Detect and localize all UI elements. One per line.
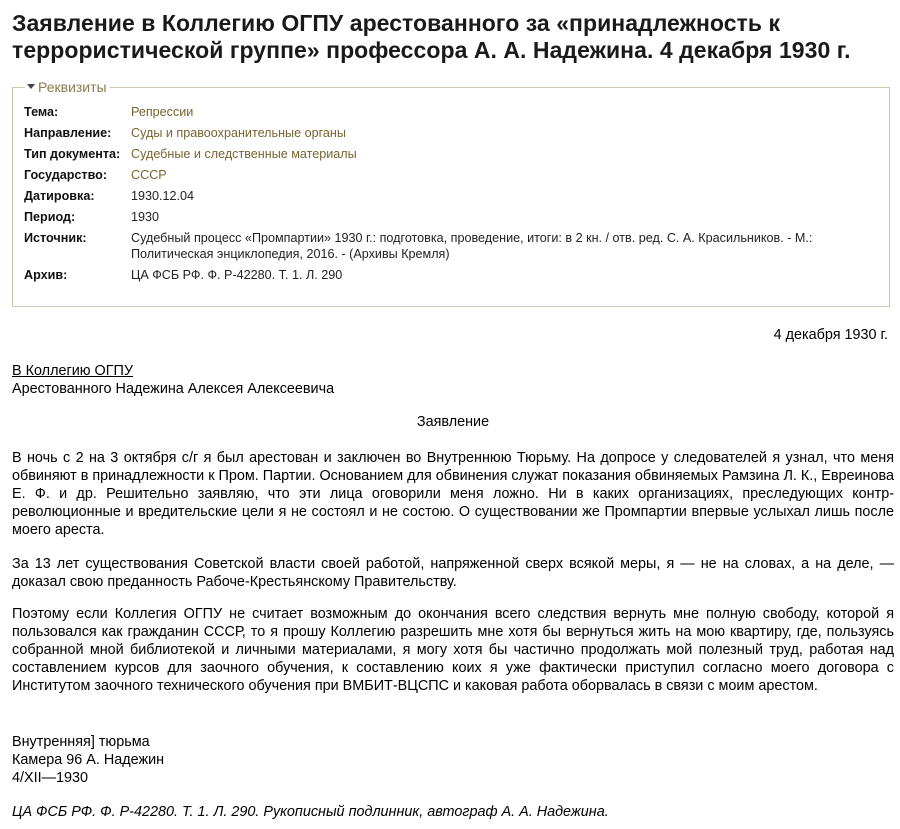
signature-line: 4/XII—1930 bbox=[12, 770, 89, 786]
details-legend-label: Реквизиты bbox=[38, 79, 107, 95]
details-row-date bbox=[24, 188, 871, 209]
details-value-link[interactable]: Суды и правоохранительные органы bbox=[131, 126, 346, 140]
details-row-source bbox=[24, 230, 871, 267]
details-value: 1930.12.04 bbox=[131, 189, 195, 203]
details-key: Тема: bbox=[24, 105, 59, 119]
details-value: Судебный процесс «Промпартии» 1930 г.: подготовка, проведение, итоги: в 2 кн. / отв. ред. С. А. Красильников. - М.: Политическая энциклопедия, 2016. - (Архивы Кремля) bbox=[131, 231, 813, 261]
paragraph: Поэтому если Коллегия ОГПУ не считает возможным до окончания всего следствия вернуть мне полную свободу, которой я пользовался как гражданин СССР, то я прошу Коллегию разрешить мне хотя бы вернуться жить на мою квартиру, где, пользуясь собранной мной библиотекой и личными материалами, я могу хотя бы частично продолжать мой полезный труд, работая над составлением курсов для заочного обучения, к составлению коих я уже фактически приступил согласно моего договора с Институтом заочного технического обучения при ВМБИТ-ВЦСПС и каковая работа оборвалась в связи с моим арестом. bbox=[12, 606, 894, 694]
details-toggle[interactable] bbox=[25, 79, 110, 95]
details-row-topic bbox=[24, 104, 871, 125]
source-note: ЦА ФСБ РФ. Ф. Р-42280. Т. 1. Л. 290. Рукописный подлинник, автограф А. А. Надежина. bbox=[12, 804, 609, 820]
signature-line: Внутренняя] тюрьма bbox=[12, 734, 150, 750]
signature-block bbox=[12, 733, 894, 787]
details-row-direction bbox=[24, 125, 871, 146]
details-key: Датировка: bbox=[24, 189, 95, 203]
details-value-link[interactable]: Судебные и следственные материалы bbox=[131, 147, 357, 161]
details-key: Государство: bbox=[24, 168, 108, 182]
addressee: В Коллегию ОГПУ bbox=[12, 363, 134, 379]
paragraph: За 13 лет существования Советской власти своей работой, напряженной сверх всякой меры, я — не на словах, а на деле, — доказал свою преданность Рабоче-Крестьянскому Правительству. bbox=[12, 556, 894, 590]
signature-line: Камера 96 А. Надежин bbox=[12, 752, 165, 768]
details-value: 1930 bbox=[131, 210, 160, 224]
page-title: Заявление в Коллегию ОГПУ арестованного за «принадлежность к террористической группе» профессора А. А. Надежина. 4 декабря 1930 г. bbox=[12, 10, 851, 63]
details-value-link[interactable]: СССР bbox=[131, 168, 167, 182]
sender: Арестованного Надежина Алексея Алексеевича bbox=[12, 381, 335, 397]
details-row-archive bbox=[24, 267, 871, 288]
document-heading: Заявление bbox=[416, 414, 490, 430]
details-key: Источник: bbox=[24, 231, 87, 245]
details-row-period bbox=[24, 209, 871, 230]
document-date: 4 декабря 1930 г. bbox=[773, 327, 888, 343]
details-row-state bbox=[24, 167, 871, 188]
details-key: Архив: bbox=[24, 268, 68, 282]
details-key: Период: bbox=[24, 210, 76, 224]
triangle-down-icon bbox=[27, 84, 35, 89]
details-row-doctype bbox=[24, 146, 871, 167]
paragraph: В ночь с 2 на 3 октября с/г я был арестован и заключен во Внутреннюю Тюрьму. На допросе у следователей я узнал, что меня обвиняют в принадлежности к Пром. Партии. Основанием для обвинения служат показания обвиняемых Рамзина Л. К., Евреинова Е. Ф. и др. Решительно заявляю, что эти лица оговорили меня ложно. Ни в каких организациях, преследующих контр-революционные и вредительские цели я не состоял и не состою. О существовании же Промпартии впервые услыхал лишь после моего ареста. bbox=[12, 450, 894, 538]
details-value-link[interactable]: Репрессии bbox=[131, 105, 194, 119]
details-key: Направление: bbox=[24, 126, 112, 140]
details-value: ЦА ФСБ РФ. Ф. Р-42280. Т. 1. Л. 290 bbox=[131, 268, 343, 282]
details-key: Тип документа: bbox=[24, 147, 121, 161]
details-table bbox=[24, 104, 871, 288]
details-panel bbox=[12, 79, 890, 307]
